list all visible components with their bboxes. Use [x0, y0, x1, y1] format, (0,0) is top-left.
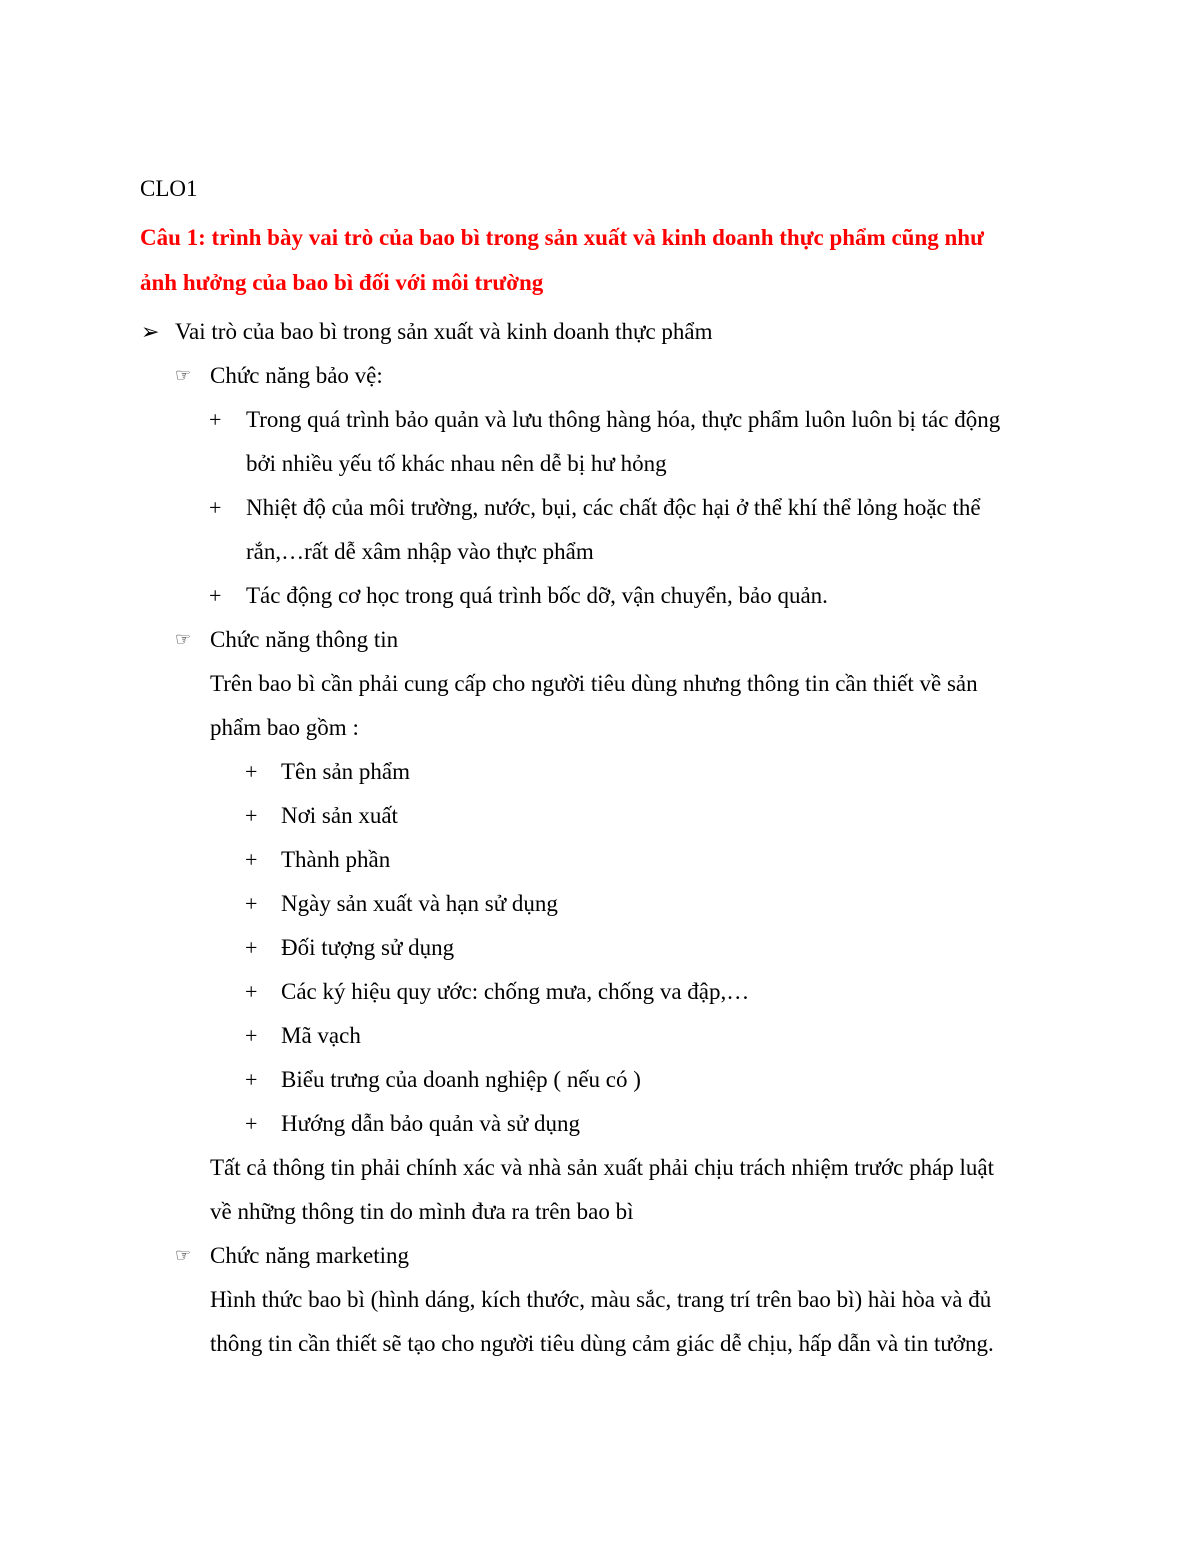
information-item: Thành phần	[281, 847, 391, 872]
protection-title: Chức năng bảo vệ:	[210, 363, 383, 388]
plus-bullet-icon: +	[245, 1111, 258, 1136]
section-title: Vai trò của bao bì trong sản xuất và kinh doanh thực phẩm	[175, 319, 713, 344]
protection-item-2-line-1: Nhiệt độ của môi trường, nước, bụi, các chất độc hại ở thể khí thể lỏng hoặc thể	[246, 495, 981, 520]
plus-bullet-icon: +	[209, 407, 222, 432]
information-item: Hướng dẫn bảo quản và sử dụng	[281, 1111, 580, 1136]
plus-bullet-icon: +	[245, 979, 258, 1004]
pointing-hand-icon: ☞	[175, 1245, 192, 1266]
plus-bullet-icon: +	[245, 1023, 258, 1048]
pointing-hand-icon: ☞	[175, 629, 192, 650]
marketing-line-1: Hình thức bao bì (hình dáng, kích thước, màu sắc, trang trí trên bao bì) hài hòa và đủ	[210, 1287, 992, 1312]
protection-item-3-line-1: Tác động cơ học trong quá trình bốc dỡ, vận chuyển, bảo quản.	[246, 583, 828, 608]
information-intro-line-1: Trên bao bì cần phải cung cấp cho người tiêu dùng nhưng thông tin cần thiết về sản	[210, 671, 978, 696]
protection-item-1-line-1: Trong quá trình bảo quản và lưu thông hàng hóa, thực phẩm luôn luôn bị tác động	[246, 407, 1001, 432]
plus-bullet-icon: +	[245, 1067, 258, 1092]
plus-bullet-icon: +	[245, 759, 258, 784]
question-heading-line-1: Câu 1: trình bày vai trò của bao bì trong sản xuất và kinh doanh thực phẩm cũng như	[140, 225, 984, 250]
plus-bullet-icon: +	[245, 847, 258, 872]
plus-bullet-icon: +	[245, 891, 258, 916]
information-item: Mã vạch	[281, 1023, 361, 1048]
information-item: Đối tượng sử dụng	[281, 935, 455, 960]
question-heading-line-2: ảnh hưởng của bao bì đối với môi trường	[140, 270, 544, 295]
information-title: Chức năng thông tin	[210, 627, 399, 652]
information-item: Biểu trưng của doanh nghiệp ( nếu có )	[281, 1067, 641, 1092]
information-item: Ngày sản xuất và hạn sử dụng	[281, 891, 558, 916]
information-item: Tên sản phẩm	[281, 759, 411, 784]
arrow-bullet-icon: ➢	[141, 319, 160, 344]
information-closing-line-1: Tất cả thông tin phải chính xác và nhà sản xuất phải chịu trách nhiệm trước pháp luật	[210, 1155, 995, 1180]
plus-bullet-icon: +	[209, 583, 222, 608]
plus-bullet-icon: +	[209, 495, 222, 520]
marketing-line-2: thông tin cần thiết sẽ tạo cho người tiêu dùng cảm giác dễ chịu, hấp dẫn và tin tưởng.	[210, 1331, 994, 1356]
information-item: Nơi sản xuất	[281, 803, 398, 828]
information-intro-line-2: phẩm bao gồm :	[210, 715, 359, 740]
information-item: Các ký hiệu quy ước: chống mưa, chống va đập,…	[281, 979, 750, 1004]
document-label: CLO1	[140, 176, 198, 201]
marketing-title: Chức năng marketing	[210, 1243, 409, 1268]
protection-item-1-line-2: bởi nhiều yếu tố khác nhau nên dễ bị hư hỏng	[246, 451, 667, 476]
plus-bullet-icon: +	[245, 935, 258, 960]
plus-bullet-icon: +	[245, 803, 258, 828]
protection-item-2-line-2: rắn,…rất dễ xâm nhập vào thực phẩm	[246, 539, 594, 564]
pointing-hand-icon: ☞	[175, 365, 192, 386]
information-closing-line-2: về những thông tin do mình đưa ra trên bao bì	[210, 1199, 634, 1224]
